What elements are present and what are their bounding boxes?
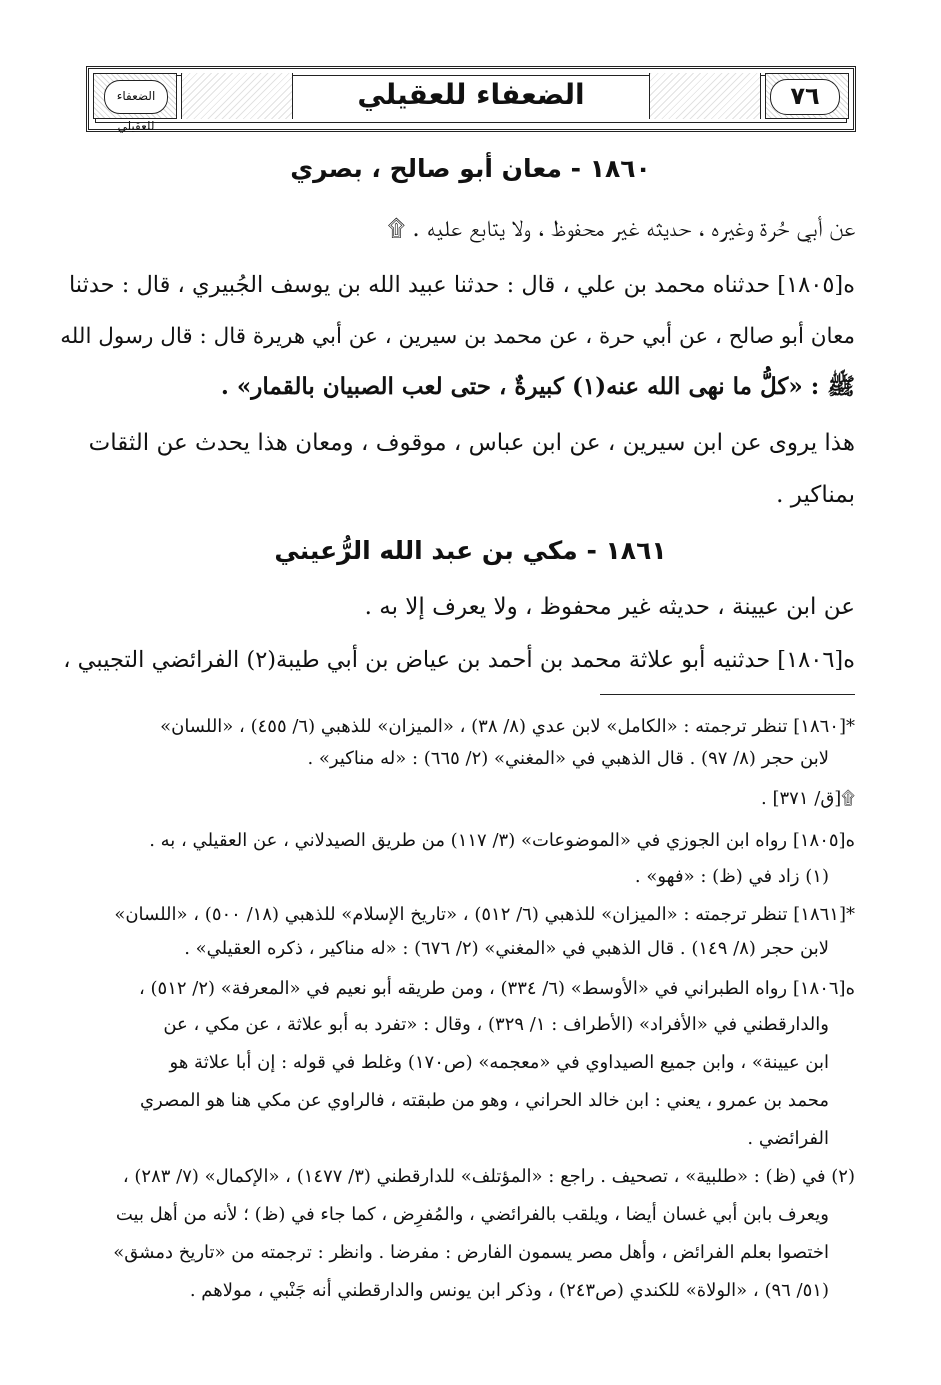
entry-title-1861: ١٨٦١ - مكي بن عبد الله الرُّعيني <box>274 536 667 565</box>
footnote-line: *[١٨٦٠] تنظر ترجمته : «الكامل» لابن عدي (٨/ ٣٨) ، «الميزان» للذهبي (٦/ ٤٥٥) ، «اللسان» <box>160 716 855 737</box>
note-1805-line-1: هذا يروى عن ابن سيرين ، عن ابن عباس ، موقوف ، ومعان هذا يحدث عن الثقات <box>88 430 855 456</box>
header-left-ornament <box>93 73 177 133</box>
book-title: الضعفاء للعقيلي <box>357 78 585 111</box>
footnote-line: (١) زاد في (ظ) : «فهو» . <box>634 866 829 887</box>
hadith-1805-line-2: معان أبو صالح ، عن أبي حرة ، عن محمد بن سيرين ، عن أبي هريرة قال : قال رسول الله <box>60 324 855 349</box>
footnote-line: اختصوا بعلم الفرائض ، وأهل مصر يسمون الفارض : مفرضا . وانظر : ترجمته من «تاريخ دمشق» <box>113 1242 829 1263</box>
header-right-ornament <box>765 73 849 119</box>
footnote-line: ه[١٨٠٦] رواه الطبراني في «الأوسط» (٦/ ٣٣٤) ، ومن طريقه أبو نعيم في «المعرفة» (٢/ ٥١٢) ، <box>138 978 855 999</box>
footnote-line: (٢) في (ظ) : «طلبية» ، تصحيف . راجع : «المؤتلف» للدارقطني (٣/ ١٤٧٧) ، «الإكمال» (٧/ ٢٨٣) ، <box>122 1166 855 1187</box>
footnote-line: *[١٨٦١] تنظر ترجمته : «الميزان» للذهبي (٦/ ٥١٢) ، «تاريخ الإسلام» للذهبي (١٨/ ٥٠٠) ، «اللسان» <box>114 904 855 925</box>
footnote-line: لابن حجر (٨/ ١٤٩) . قال الذهبي في «المغني» (٢/ ٦٧٦) : «له مناكير ، ذكره العقيلي» . <box>184 938 829 959</box>
entry-title-1860: ١٨٦٠ - معان أبو صالح ، بصري <box>290 154 651 183</box>
footnote-line: لابن حجر (٨/ ٩٧) . قال الذهبي في «المغني» (٢/ ٦٦٥) : «له مناكير» . <box>307 748 829 769</box>
header-left-band <box>181 73 293 119</box>
footnote-line: (٥١/ ٩٦) ، «الولاة» للكندي (ص٢٤٣) ، وذكر ابن يونس والدارقطني أنه جَنْبي ، مولاهم . <box>189 1280 829 1301</box>
footnote-line: والدارقطني في «الأفراد» (الأطراف : ١/ ٣٢٩) ، وقال : «تفرد به أبو علاثة ، عن مكي ، عن <box>163 1014 829 1035</box>
footnote-separator <box>600 694 855 695</box>
footnote-line: ابن عيينة» ، وابن جميع الصيداوي في «معجمه» (ص١٧٠) وغلط في قوله : إن أبا علاثة هو <box>169 1052 829 1073</box>
footnote-line: ويعرف بابن أبي غسان أيضا ، ويلقب بالفرائضي ، والمُفرِض ، كما جاء في (ظ) ؛ لأنه من أهل بيت <box>115 1204 829 1225</box>
footnote-line: محمد بن عمرو ، يعني : ابن خالد الحراني ، وهو من طبقته ، فالراوي عن مكي هنا هو المصري <box>139 1090 829 1111</box>
entry-desc-1860: عن أبي حُرة وغيره ، حديثه غير محفوظ ، ولا يتابع عليه . ۩ <box>387 216 855 242</box>
entry-desc-1861: عن ابن عيينة ، حديثه غير محفوظ ، ولا يعرف إلا به . <box>364 594 855 620</box>
series-badge: الضعفاء للعقيلي <box>104 80 168 114</box>
hadith-1805-line-3: ﷺ : «كلُّ ما نهى الله عنه(١) كبيرةٌ ، حتى لعب الصبيان بالقمار» . <box>220 373 855 400</box>
page-header <box>86 66 856 132</box>
hadith-1805-line-1: ه[١٨٠٥] حدثناه محمد بن علي ، قال : حدثنا عبيد الله بن يوسف الجُبيري ، قال : حدثنا <box>68 272 855 298</box>
page-number: ٧٦ <box>770 79 840 115</box>
note-1805-line-2: بمناكير . <box>776 482 855 508</box>
header-right-band <box>649 73 761 119</box>
hadith-1806-line-1: ه[١٨٠٦] حدثنيه أبو علاثة محمد بن أحمد بن عياض بن أبي طيبة(٢) الفرائضي التجيبي ، <box>63 647 855 673</box>
footnote-line: الفرائضي . <box>747 1128 829 1149</box>
footnote-line: ۩[ق/ ٣٧١] . <box>761 788 855 809</box>
footnote-line: ه[١٨٠٥] رواه ابن الجوزي في «الموضوعات» (٣/ ١١٧) من طريق الصيدلاني ، عن العقيلي ، به . <box>149 830 855 851</box>
